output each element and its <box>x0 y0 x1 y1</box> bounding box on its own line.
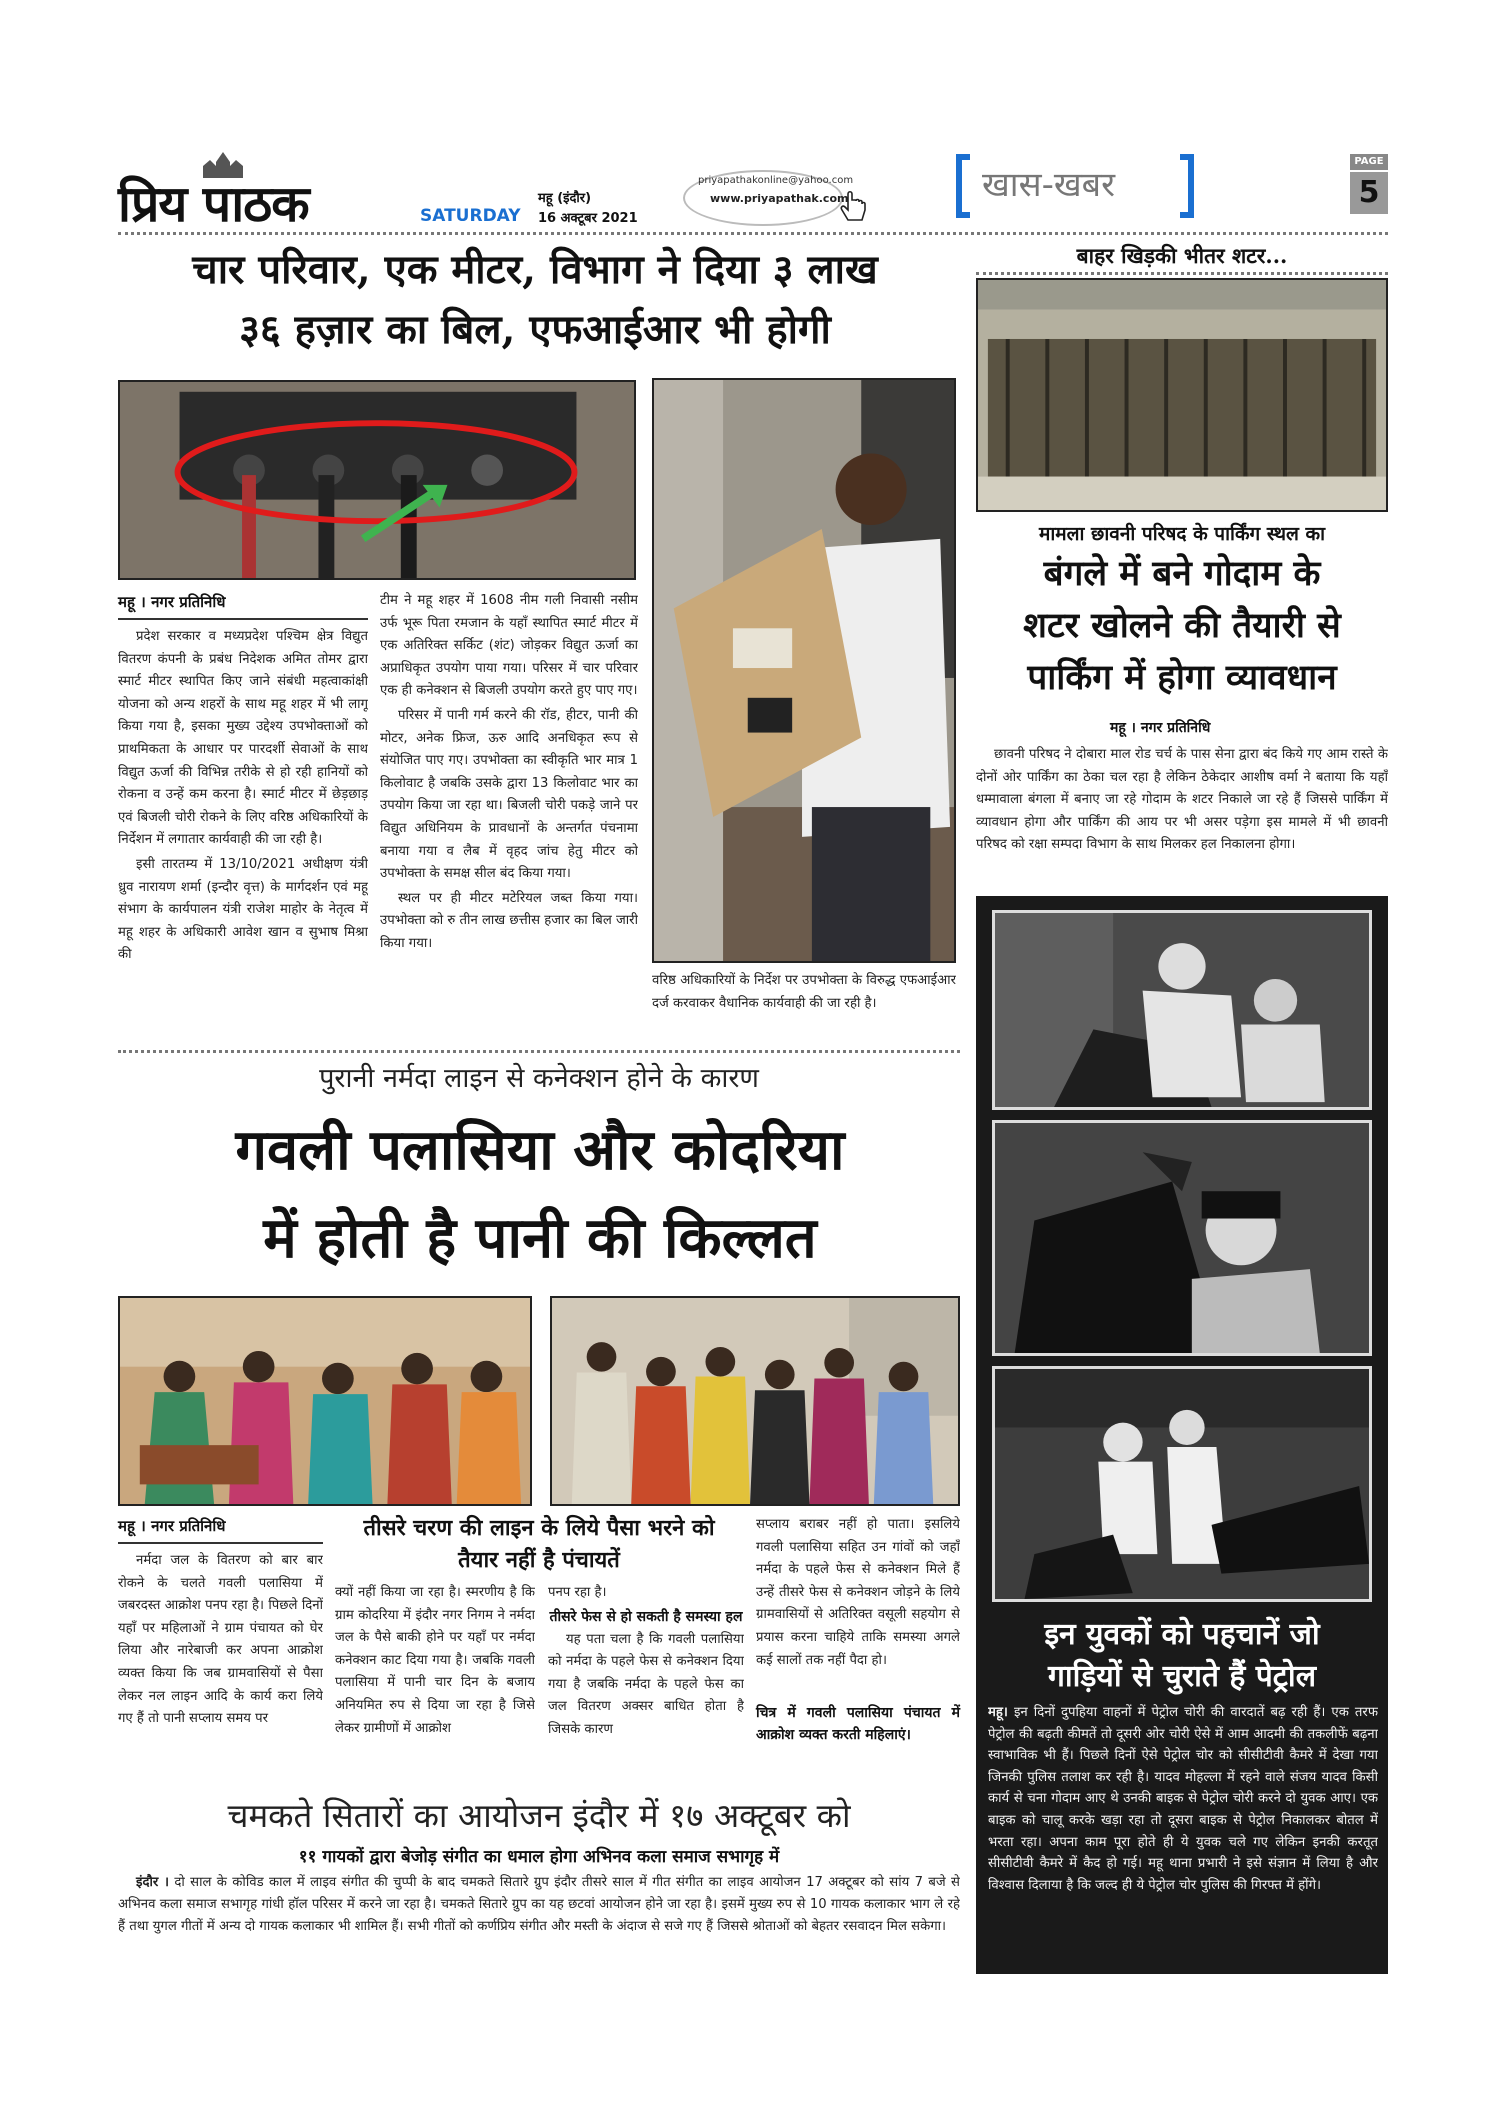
story2-col4-text: सप्लाय बराबर नहीं हो पाता। इसलिये गवली पलासिया सहित उन गांवों को जहाँ नर्मदा के पहले फेस से कनेक्शन मिले हैं उन्हें तीसरे फेस से कनेक्शन जोड़ने के लिये ग्रामवासियों से अतिरिक्त वसूली सहयोग से प्रयास करना चाहिये ताकि समस्या अगले कई सालों तक नहीं पैदा हो। <box>756 1517 960 1668</box>
page-label: PAGE <box>1350 154 1388 170</box>
story2-top-divider <box>118 1050 960 1053</box>
story1-headline-line2: ३६ हज़ार का बिल, एफआईआर भी होगी <box>239 306 831 353</box>
story2-headline <box>110 1106 970 1282</box>
story4-headline-line3: पार्किंग में होगा व्यावधान <box>1027 657 1337 698</box>
masthead-logo: प्रिय पाठक <box>118 174 309 233</box>
story1-col1 <box>118 592 368 1042</box>
story5-headline-line1: इन युवकों को पहचानें जो <box>1044 1617 1320 1652</box>
masthead-website[interactable]: www.priyapathak.com <box>710 192 849 205</box>
story1-col2-para: परिसर में पानी गर्म करने की रॉड, हीटर, पानी की मोटर, अनेक फ्रिज, ऊरु आदि अनधिकृत रूप से संयोजित पाए गए। उपभोक्ता का स्वीकृति भार मात्र 1 किलोवाट है जबकि उसके द्वारा 13 किलोवाट भार का उपयोग किया जा रहा था। बिजली चोरी पकड़े जाने पर विद्युत अधिनियम के प्रावधानों के अन्तर्गत पंचनामा बनाया गया व लैब में वृहद जांच हेतु मीटर को उपभोक्ता के समक्ष सील बंद किया गया। <box>380 707 638 882</box>
story5-body <box>988 1702 1378 1968</box>
meter-photo <box>118 380 636 580</box>
story5-body-text: इन दिनों दुपहिया वाहनों में पेट्रोल चोरी की वारदातें बढ़ रही हैं। एक तरफ पेट्रोल की बढ़ती कीमतें तो दूसरी ओर चोरी ऐसे में आम आदमी की तकलीफें बढ़ना स्वाभाविक भी हैं। पिछले दिनों ऐसे पेट्रोल चोर को सीसीटीवी कैमरे में देखा गया जिनकी पुलिस तलाश कर रही है। यादव मोहल्ला में रहने वाले संजय यादव किसी कार्य से चना गोदाम आए थे उनकी बाइक से पेट्रोल चोरी करने दो युवक आए। एक बाइक को चालू करके खड़ा रहा तो दूसरा बाइक से पेट्रोल निकालकर बोतल में भरता रहा। अपना काम पूरा होते ही ये युवक चले गए लेकिन इनकी करतूत सीसीटीवी कैमरे में कैद हो गई। महू थाना प्रभारी ने इसे संज्ञान में लिया है और विश्वास दिलाया है कि जल्द ही ये पेट्रोल चोर पुलिस की गिरफ्त में होंगे। <box>988 1705 1378 1893</box>
story3-subhead: ११ गायकों द्वारा बेजोड़ संगीत का धमाल होगा अभिनव कला समाज सभागृह में <box>298 1847 780 1867</box>
women-photo-2 <box>550 1296 960 1506</box>
story1-headline-line1: चार परिवार, एक मीटर, विभाग ने दिया ३ लाख <box>192 246 878 293</box>
women-photo-1 <box>118 1296 532 1506</box>
story2-col3 <box>548 1582 744 1782</box>
story2-col4 <box>756 1514 960 1784</box>
story4-kicker: बाहर खिड़की भीतर शटर... <box>1076 243 1288 268</box>
story3-headline: चमकते सितारों का आयोजन इंदौर में १७ अक्टूबर को <box>227 1796 851 1835</box>
story1-col1-para: प्रदेश सरकार व मध्यप्रदेश पश्चिम क्षेत्र विद्युत वितरण कंपनी के प्रबंध निदेशक अमित तोमर द्वारा स्मार्ट मीटर स्थापित किए जाने संबंधी महत्वाकांक्षी योजना को अन्य शहरों के साथ महू शहर में भी लागू किया गया है, इसका मुख्य उद्देश्य उपभोक्ताओं को प्राथमिकता के आधार पर पारदर्शी सेवाओं के साथ विद्युत ऊर्जा की विभिन्न तरीके से हो रही हानियों को रोकना व उन्हें कम करना है। स्मार्ट मीटर में छेड़छाड़ एवं बिजली चोरी रोकने के लिए वरिष्ठ अधिकारियों के निर्देशन में लगातार कार्यवाही की जा रही है। <box>118 629 368 848</box>
story4-headline <box>976 548 1388 704</box>
story2-headline-line2: में होती है पानी की किल्लत <box>263 1205 817 1271</box>
story4-divider <box>976 272 1388 275</box>
officer-photo <box>652 378 956 963</box>
story1-col2-para: टीम ने महू शहर में 1608 नीम गली निवासी नसीम उर्फ भूरू पिता रमजान के यहाँ स्थापित स्मार्ट मीटर में एक अतिरिक्त सर्किट (शंट) जोड़कर विद्युत ऊर्जा का अप्राधिकृत उपयोग पाया गया। परिसर में चार परिवार एक ही कनेक्शन से बिजली उपयोग करते हुए पाए गए। <box>380 593 638 699</box>
masthead-place: महू (इंदौर) <box>538 191 592 206</box>
story2-col1-text: नर्मदा जल के वितरण को बार बार रोकने के चलते गवली पलासिया में जबरदस्त आक्रोश पनप रहा है। पिछले दिनों यहाँ पर महिलाओं ने ग्राम पंचायत को घेर लिया और नारेबाजी कर अपना आक्रोश व्यक्त किया कि जब ग्रामवासियों से पैसा लेकर नल लाइन आदि के कार्य करा लिये गए हैं तो पानी सप्लाय समय पर <box>118 1553 323 1727</box>
story2-col3-top: पनप रहा है। <box>548 1585 607 1600</box>
section-bracket-left <box>956 154 970 218</box>
story1-col2-para: स्थल पर ही मीटर मटेरियल जब्त किया गया। उपभोक्ता को रु तीन लाख छत्तीस हजार का बिल जारी किया गया। <box>380 890 638 951</box>
story1-caption: वरिष्ठ अधिकारियों के निर्देश पर उपभोक्ता के विरुद्ध एफआईआर दर्ज करवाकर वैधानिक कार्यवाही की जा रही है। <box>652 973 956 1011</box>
hand-pointer-icon <box>838 190 870 224</box>
shutter-photo <box>976 278 1388 512</box>
masthead-email[interactable]: priyapathakonline@yahoo.com <box>698 175 854 186</box>
story2-col2: क्यों नहीं किया जा रहा है। स्मरणीय है कि ग्राम कोदरिया में इंदौर नगर निगम ने नर्मदा जल के पैसे बाकी होने पर यहाँ पर नर्मदा कनेक्शन काट दिया गया है। जबकि गवली पलासिया में पानी चार दिन के बजाय अनियमित रुप से दिया जा रहा है जिसे लेकर ग्रामीणों में आक्रोश <box>335 1585 535 1736</box>
story2-caption: चित्र में गवली पलासिया पंचायत में आक्रोश व्यक्त करती महिलाएं। <box>756 1705 960 1743</box>
story2-subhead: तीसरे चरण की लाइन के लिये पैसा भरने को तैयार नहीं है पंचायतें <box>363 1515 715 1573</box>
story2-byline: महू । नगर प्रतिनिधि <box>118 1516 323 1544</box>
story5-lead: महू। <box>988 1705 1008 1720</box>
story3-body <box>118 1872 960 1968</box>
section-bracket-right <box>1180 154 1194 218</box>
cctv-photo-1 <box>992 910 1372 1110</box>
masthead <box>118 150 1388 232</box>
story5-headline-line2: गाड़ियों से चुराते हैं पेट्रोल <box>1047 1659 1317 1694</box>
masthead-divider <box>118 232 1388 235</box>
story4-byline: महू । नगर प्रतिनिधि <box>1110 720 1211 736</box>
story2-col3-subhead: तीसरे फेस से हो सकती है समस्या हल <box>549 1608 743 1625</box>
cctv-photo-2 <box>992 1120 1372 1356</box>
story1-col2 <box>380 590 638 1050</box>
story4-subkicker: मामला छावनी परिषद के पार्किंग स्थल का <box>1038 523 1326 545</box>
story2-headline-line1: गवली पलासिया और कोदरिया <box>235 1117 845 1183</box>
story1-col1-para: इसी तारतम्य में 13/10/2021 अधीक्षण यंत्री ध्रुव नारायण शर्मा (इन्दौर वृत्त) के मार्गदर्शन एवं महू संभाग के कार्यपालन यंत्री राजेश माहोर के नेतृत्व में महू शहर के अधिकारी आवेश खान व सुभाष मिश्रा की <box>118 856 368 963</box>
story5-headline <box>976 1614 1388 1698</box>
page-number: 5 <box>1350 172 1388 214</box>
masthead-date: 16 अक्टूबर 2021 <box>538 211 638 226</box>
story2-kicker: पुरानी नर्मदा लाइन से कनेक्शन होने के कारण <box>319 1063 759 1094</box>
story4-headline-line2: शटर खोलने की तैयारी से <box>1023 605 1341 646</box>
story1-headline <box>110 240 960 360</box>
story3-body-text: दो साल के कोविड काल में लाइव संगीत की चुप्पी के बाद चमकते सितारे ग्रुप इंदौर तीसरे साल में गीत संगीत का लाइव आयोजन 17 अक्टूबर को सांय 7 बजे से अभिनव कला समाज सभागृह गांधी हॉल परिसर में करने जा रहा है। चमकते सितारे ग्रुप का यह छटवां आयोजन होने जा रहा है। इसमें मुख्य रुप से 10 गायक कलाकार भाग ले रहे हैं तथा युगल गीतों में अन्य दो गायक कलाकार भी शामिल हैं। सभी गीतों को कर्णप्रिय संगीत और मस्ती के अंदाज से सजे गए हैं जिससे श्रोताओं को बेहतर रसवादन मिल सकेगा। <box>118 1875 960 1934</box>
story4-headline-line1: बंगले में बने गोदाम के <box>1043 553 1321 594</box>
story2-col1 <box>118 1516 323 1786</box>
story2-col3-text: यह पता चला है कि गवली पलासिया को नर्मदा के पहले फेस से कनेक्शन दिया गया है जबकि नर्मदा के पहले फेस का जल वितरण अक्सर बाधित होता है जिसके कारण <box>548 1631 744 1737</box>
story4-body: छावनी परिषद ने दोबारा माल रोड चर्च के पास सेना द्वारा बंद किये गए आम रास्ते के दोनों ओर पार्किंग का ठेका चल रहा है लेकिन ठेकेदार आशीष वर्मा ने बताया कि यहाँ धम्मावाला बंगला में बनाए जा रहे गोदाम के शटर निकाले जा रहे हैं जिससे पार्किंग में व्यावधान होगा और पार्किंग की आय पर भी असर पड़ेगा इस मामले में भी छावनी परिषद को रक्षा सम्पदा विभाग के साथ मिलकर हल निकालना होगा। <box>976 747 1388 853</box>
story1-byline: महू । नगर प्रतिनिधि <box>118 592 368 620</box>
masthead-day: SATURDAY <box>420 206 521 226</box>
story3-lead: इंदौर । <box>136 1875 170 1890</box>
section-label: खास-खबर <box>982 165 1116 205</box>
cctv-photo-3 <box>992 1366 1372 1602</box>
